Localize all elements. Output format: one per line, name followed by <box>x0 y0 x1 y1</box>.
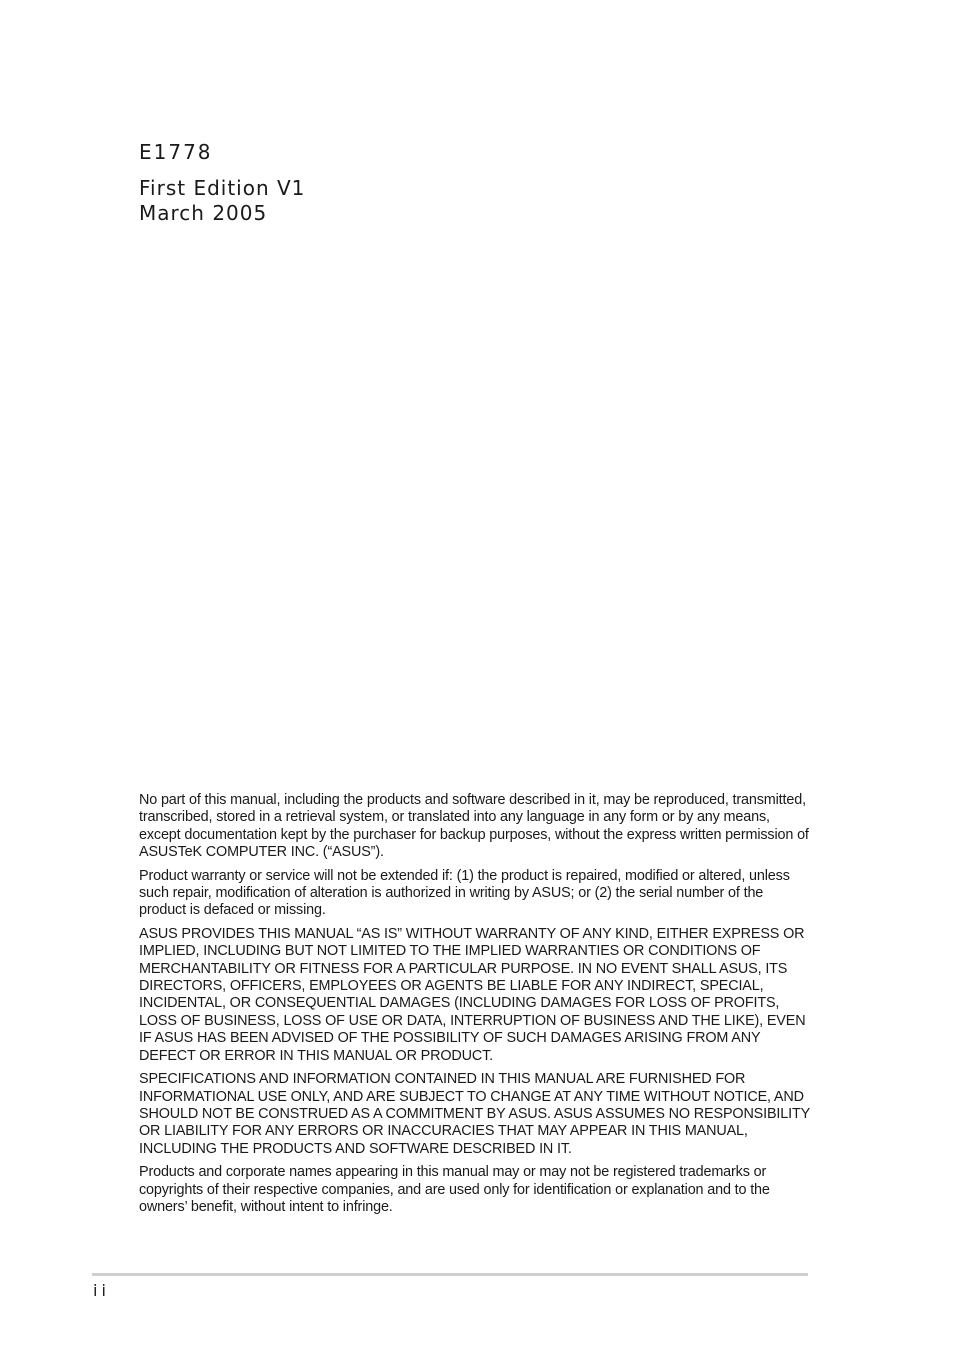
page-number: ii <box>93 1281 110 1300</box>
legal-paragraph-copyright: No part of this manual, including the products and software described in it, may be reproduced, transmitted, transcribed, stored in a retrieval system, or translated into any language in any form or by any means, except documentation kept by the purchaser for backup purposes, without the express written permission of ASUSTeK COMPUTER INC. (“ASUS”). <box>139 792 809 861</box>
legal-notice <box>139 792 811 1222</box>
legal-paragraph-trademarks: Products and corporate names appearing in this manual may or may not be registered trademarks or copyrights of their respective companies, and are used only for identification or explanation and to the owners’ benefit, without intent to infringe. <box>139 1164 770 1215</box>
document-code: E1778 <box>139 140 213 164</box>
edition-label: First Edition V1 <box>139 176 306 200</box>
edition-block <box>139 176 305 226</box>
legal-paragraph-warranty: Product warranty or service will not be extended if: (1) the product is repaired, modified or altered, unless such repair, modification of alteration is authorized in writing by ASUS; or (2) the serial number of the product is defaced or missing. <box>139 867 790 919</box>
footer-divider <box>92 1273 808 1276</box>
edition-date: March 2005 <box>139 201 268 225</box>
legal-paragraph-disclaimer: ASUS PROVIDES THIS MANUAL “AS IS” WITHOUT WARRANTY OF ANY KIND, EITHER EXPRESS OR IMPLIED, INCLUDING BUT NOT LIMITED TO THE IMPLIED WARRANTIES OR CONDITIONS OF MERCHANTABILITY OR FITNESS FOR A PARTICULAR PURPOSE. IN NO EVENT SHALL ASUS, ITS DIRECTORS, OFFICERS, EMPLOYEES OR AGENTS BE LIABLE FOR ANY INDIRECT, SPECIAL, INCIDENTAL, OR CONSEQUENTIAL DAMAGES (INCLUDING DAMAGES FOR LOSS OF PROFITS, LOSS OF BUSINESS, LOSS OF USE OR DATA, INTERRUPTION OF BUSINESS AND THE LIKE), EVEN IF ASUS HAS BEEN ADVISED OF THE POSSIBILITY OF SUCH DAMAGES ARISING FROM ANY DEFECT OR ERROR IN THIS MANUAL OR PRODUCT. <box>139 925 806 1064</box>
legal-paragraph-specifications: SPECIFICATIONS AND INFORMATION CONTAINED IN THIS MANUAL ARE FURNISHED FOR INFORMATIONAL USE ONLY, AND ARE SUBJECT TO CHANGE AT ANY TIME WITHOUT NOTICE, AND SHOULD NOT BE CONSTRUED AS A COMMITMENT BY ASUS. ASUS ASSUMES NO RESPONSIBILITY OR LIABILITY FOR ANY ERRORS OR INACCURACIES THAT MAY APPEAR IN THIS MANUAL, INCLUDING THE PRODUCTS AND SOFTWARE DESCRIBED IN IT. <box>139 1071 810 1157</box>
